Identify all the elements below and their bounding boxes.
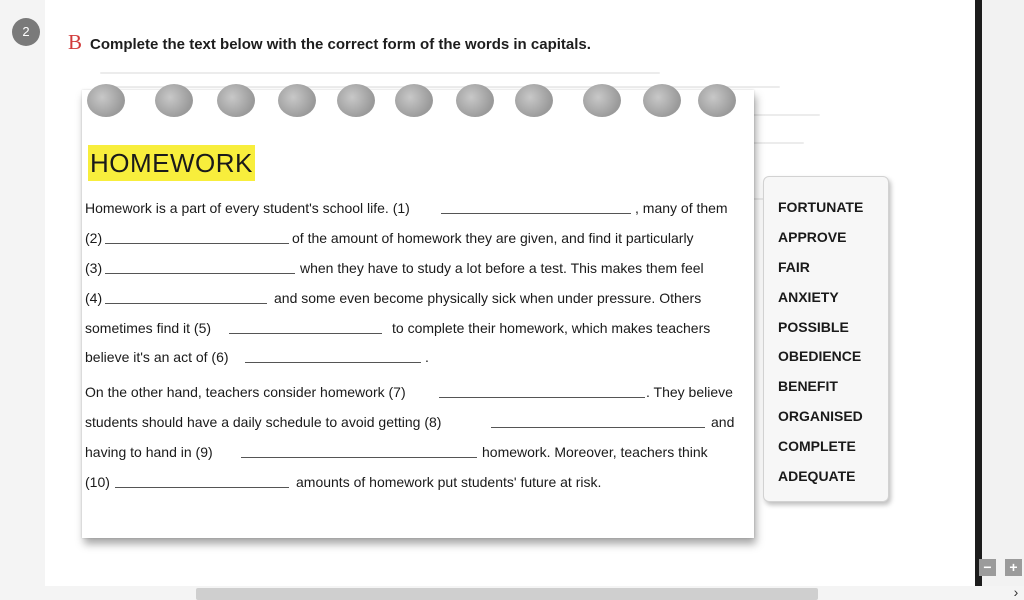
text-line <box>85 412 740 432</box>
gap-5-blank[interactable] <box>229 333 382 334</box>
text-line <box>85 258 740 278</box>
instruction-text: Complete the text below with the correct form of the words in capitals. <box>90 36 591 53</box>
exercise-letter: B <box>68 30 83 54</box>
word-bank-item: APPROVE <box>778 229 847 245</box>
binder-hole-icon <box>643 84 681 117</box>
word-bank-item: ADEQUATE <box>778 468 856 484</box>
binder-hole-icon <box>337 84 375 117</box>
text-segment: to complete their homework, which makes teachers <box>392 320 711 336</box>
text-line <box>85 347 740 367</box>
text-segment: (2) <box>85 230 103 246</box>
binder-hole-icon <box>698 84 736 117</box>
text-segment: and <box>711 414 735 430</box>
text-segment: (3) <box>85 260 103 276</box>
binder-holes <box>105 84 745 120</box>
word-bank <box>763 176 889 502</box>
text-segment: Homework is a part of every student's school life. (1) <box>85 200 410 216</box>
text-segment: believe it's an act of (6) <box>85 349 229 365</box>
text-segment: of the amount of homework they are given, and find it particularly <box>292 230 694 246</box>
text-line <box>85 442 740 462</box>
right-frame <box>975 0 1024 600</box>
text-line <box>85 198 740 218</box>
text-segment: (4) <box>85 290 103 306</box>
scrollbar-thumb[interactable] <box>196 588 818 600</box>
text-segment: homework. Moreover, teachers think <box>482 444 708 460</box>
page-number-badge[interactable]: 2 <box>12 18 40 46</box>
text-segment: when they have to study a lot before a test. This makes them feel <box>300 260 704 276</box>
gap-9-blank[interactable] <box>241 457 477 458</box>
zoom-in-button[interactable]: + <box>1005 559 1022 576</box>
gap-10-blank[interactable] <box>115 487 289 488</box>
gap-2-blank[interactable] <box>105 243 289 244</box>
gap-1-blank[interactable] <box>441 213 631 214</box>
text-segment: (10) <box>85 474 110 490</box>
word-bank-item: FORTUNATE <box>778 199 864 215</box>
binder-hole-icon <box>395 84 433 117</box>
text-segment: students should have a daily schedule to avoid getting (8) <box>85 414 442 430</box>
binder-hole-icon <box>515 84 553 117</box>
binder-hole-icon <box>155 84 193 117</box>
word-bank-item: BENEFIT <box>778 378 838 394</box>
binder-hole-icon <box>456 84 494 117</box>
gap-4-blank[interactable] <box>105 303 267 304</box>
zoom-out-button[interactable]: − <box>979 559 996 576</box>
binder-hole-icon <box>278 84 316 117</box>
text-line <box>85 382 740 402</box>
text-line <box>85 472 740 492</box>
text-segment: . <box>425 349 429 365</box>
text-segment: and some even become physically sick when under pressure. Others <box>274 290 702 306</box>
text-line <box>85 228 740 248</box>
gap-3-blank[interactable] <box>105 273 295 274</box>
text-segment: , many of them <box>635 200 728 216</box>
text-line <box>85 288 740 308</box>
text-segment: sometimes find it (5) <box>85 320 212 336</box>
text-line <box>85 318 740 338</box>
text-segment: On the other hand, teachers consider homework (7) <box>85 384 406 400</box>
binder-hole-icon <box>583 84 621 117</box>
word-bank-item: COMPLETE <box>778 438 856 454</box>
scroll-right-arrow-icon[interactable]: › <box>1013 584 1019 600</box>
word-bank-item: ORGANISED <box>778 408 863 424</box>
word-bank-item: FAIR <box>778 259 810 275</box>
text-segment: . They believe <box>646 384 733 400</box>
text-segment: amounts of homework put students' future at risk. <box>296 474 602 490</box>
binder-hole-icon <box>217 84 255 117</box>
gap-8-blank[interactable] <box>491 427 705 428</box>
word-bank-item: OBEDIENCE <box>778 348 862 364</box>
text-title: HOMEWORK <box>88 145 255 181</box>
word-bank-item: ANXIETY <box>778 289 839 305</box>
exercise-instruction <box>68 30 591 55</box>
text-segment: having to hand in (9) <box>85 444 213 460</box>
gap-7-blank[interactable] <box>439 397 645 398</box>
word-bank-item: POSSIBLE <box>778 319 849 335</box>
binder-hole-icon <box>87 84 125 117</box>
gap-6-blank[interactable] <box>245 362 421 363</box>
left-margin <box>0 0 45 600</box>
